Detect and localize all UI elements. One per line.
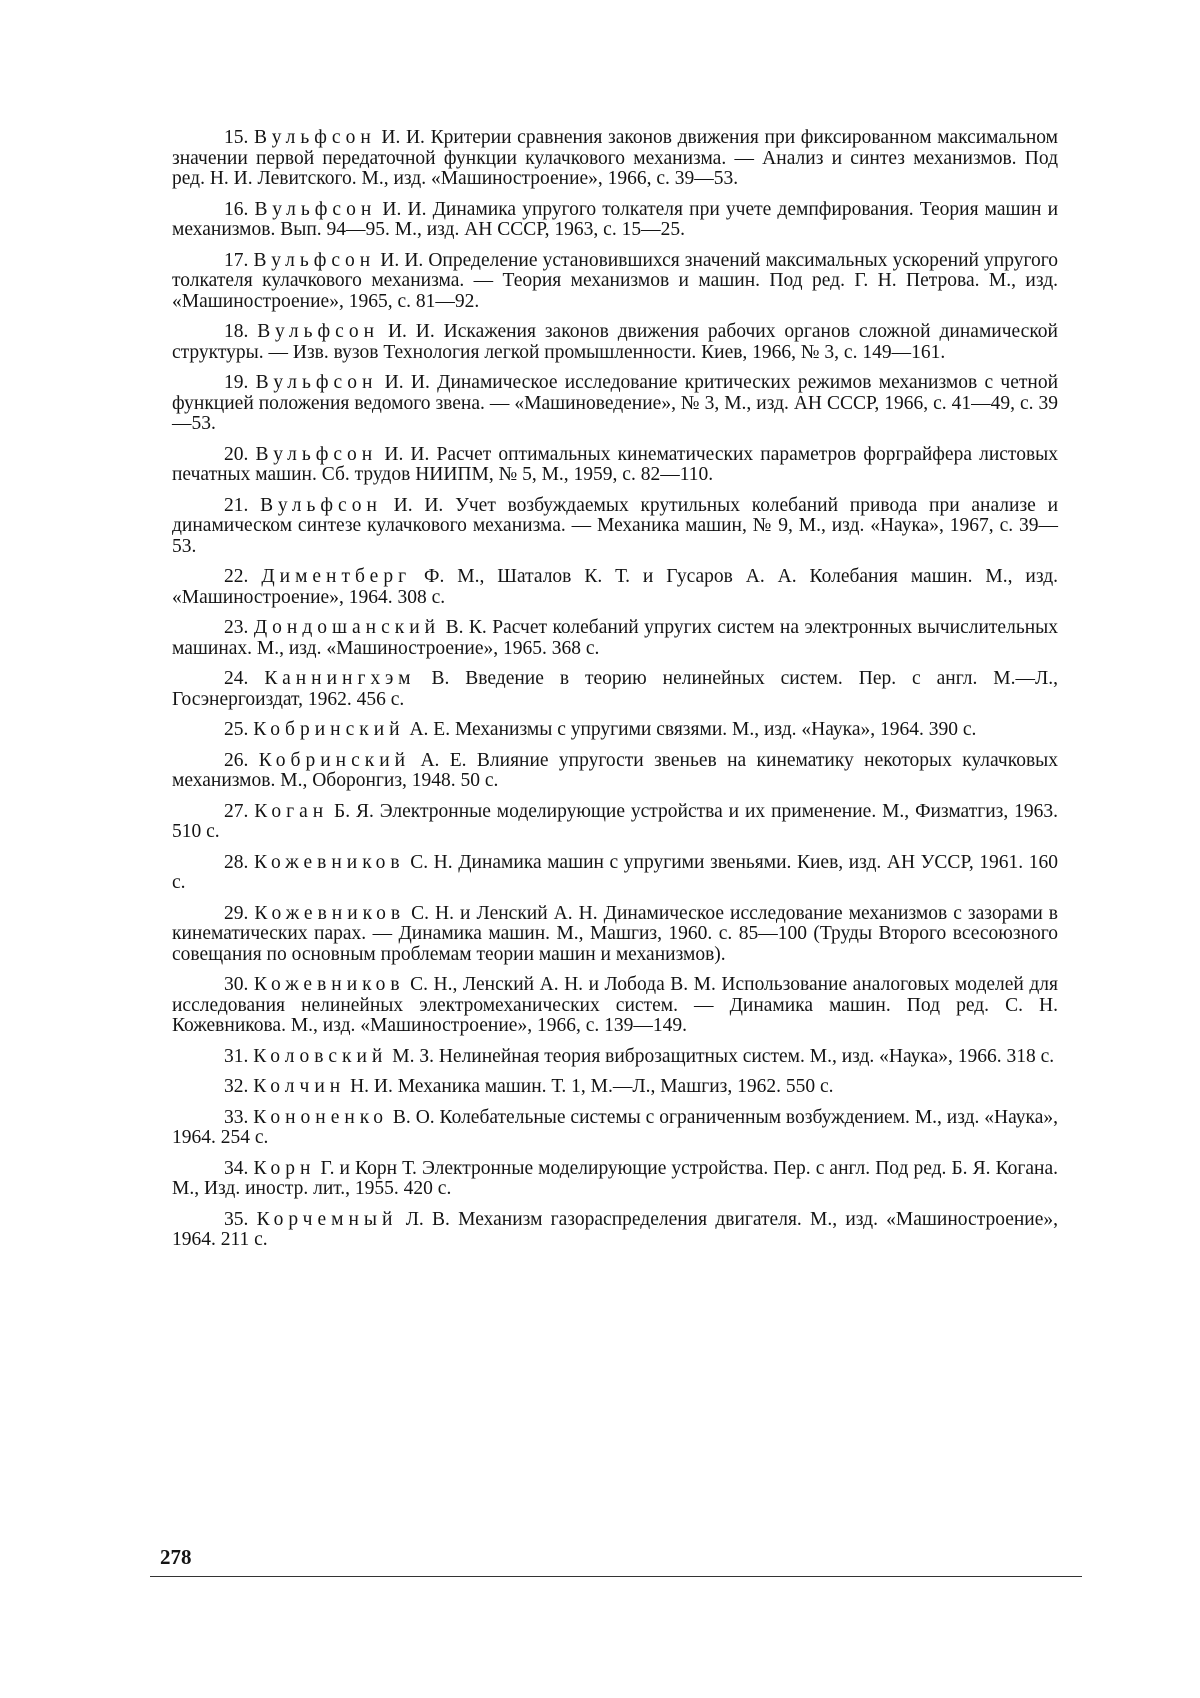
reference-text: Л. В. Механизм газораспределения двигателя. М., изд. «Машиностроение», 1964. 211 с.: [172, 1208, 1059, 1250]
reference-author: Коган: [254, 800, 329, 822]
reference-text: В. Введение в теорию нелинейных систем. Пер. с англ. М.—Л., Госэнергоиздат, 1962. 456 с.: [172, 668, 1058, 710]
reference-author: Вульфсон: [253, 249, 376, 271]
reference-number: 26.: [224, 749, 249, 771]
reference-item: [172, 1077, 1058, 1098]
reference-author: Диментберг: [261, 566, 412, 587]
reference-text: А. Е. Механизмы с упругими связями. М., изд. «Наука», 1964. 390 с.: [404, 719, 977, 740]
reference-list: [172, 128, 1058, 1261]
reference-item: [172, 975, 1058, 1037]
reference-item: [172, 1210, 1058, 1251]
reference-item: [172, 373, 1058, 435]
reference-item: [172, 720, 1058, 741]
reference-author: Кожевников: [253, 851, 405, 873]
reference-item: [172, 1108, 1058, 1149]
reference-number: 33.: [224, 1106, 249, 1128]
reference-text: М. З. Нелинейная теория виброзащитных систем. М., изд. «Наука», 1966. 318 с.: [387, 1045, 1055, 1067]
reference-number: 16.: [224, 198, 249, 220]
reference-author: Корчемный: [256, 1208, 398, 1230]
reference-author: Кожевников: [254, 902, 406, 924]
reference-item: [172, 1159, 1058, 1200]
page-number: 278: [160, 1545, 192, 1569]
reference-text: И. И. Критерии сравнения законов движения при фиксированном максимальном значении первой передаточной функции кулачкового механизма. — Анализ и синтез механизмов. Под ред. Н. И. Левитского. М., изд. «Машиностроение», 1966, с. 39—53.: [172, 127, 1058, 189]
reference-text: И. И. Учет возбуждаемых крутильных колебаний привода при анализе и динамическом синтезе кулачкового механизма. — Механика машин, № 9, М., изд. «Наука», 1967, с. 39—53.: [172, 494, 1059, 557]
reference-text: Г. и Корн Т. Электронные моделирующие устройства. Пер. с англ. Под ред. Б. Я. Когана. М., Изд. иностр. лит., 1955. 420 с.: [172, 1157, 1058, 1199]
reference-number: 23.: [224, 617, 249, 638]
reference-item: [172, 853, 1058, 894]
reference-text: Б. Я. Электронные моделирующие устройства и их применение. М., Физматгиз, 1963. 510 с.: [172, 800, 1059, 842]
reference-text: И. И. Динамическое исследование критических режимов механизмов с четной функцией положения ведомого звена. — «Машиноведение», № 3, М., изд. АН СССР, 1966, с. 41—49, с. 39—53.: [172, 372, 1059, 434]
reference-text: С. Н. и Ленский А. Н. Динамическое исследование механизмов с зазорами в кинематических парах. — Динамика машин. М., Машгиз, 1960. с. 85—100 (Труды Второго всесоюзного совещания по основным проблемам теории машин и механизмов).: [172, 902, 1058, 965]
reference-author: Дондошанский: [253, 617, 441, 638]
reference-item: [172, 251, 1058, 313]
reference-item: [172, 496, 1058, 558]
reference-text: В. К. Расчет колебаний упругих систем на электронных вычислительных машинах. М., изд. «Машиностроение», 1965. 368 с.: [172, 617, 1059, 659]
reference-author: Вульфсон: [254, 127, 376, 148]
reference-author: Кобринский: [258, 749, 411, 771]
reference-item: [172, 567, 1058, 608]
reference-author: Вульфсон: [255, 372, 378, 393]
reference-number: 19.: [224, 372, 249, 393]
reference-author: Кобринский: [253, 719, 405, 740]
reference-number: 32.: [224, 1076, 249, 1097]
reference-author: Вульфсон: [254, 198, 377, 220]
reference-author: Вульфсон: [257, 321, 380, 342]
reference-number: 15.: [224, 127, 249, 148]
reference-item: [172, 128, 1058, 190]
reference-number: 29.: [224, 902, 249, 924]
reference-text: И. И. Расчет оптимальных кинематических параметров форграйфера листовых печатных машин. Сб. трудов НИИПМ, № 5, М., 1959, с. 82—110.: [172, 443, 1059, 485]
reference-author: Кожевников: [253, 974, 405, 995]
reference-number: 34.: [224, 1157, 249, 1179]
reference-number: 20.: [224, 443, 249, 465]
reference-text: В. О. Колебательные системы с ограниченным возбуждением. М., изд. «Наука», 1964. 254 с.: [172, 1106, 1058, 1148]
footer-divider: [150, 1576, 1082, 1577]
reference-item: [172, 904, 1058, 966]
reference-author: Кононенко: [253, 1106, 389, 1128]
reference-item: [172, 1047, 1058, 1068]
reference-number: 24.: [224, 668, 249, 689]
reference-text: А. Е. Влияние упругости звеньев на кинематику некоторых кулачковых механизмов. М., Оборонгиз, 1948. 50 с.: [172, 749, 1059, 791]
reference-text: С. Н. Динамика машин с упругими звеньями. Киев, изд. АН УССР, 1961. 160 с.: [172, 851, 1058, 893]
reference-author: Вульфсон: [260, 494, 382, 516]
reference-number: 17.: [224, 249, 249, 271]
reference-text: Ф. М., Шаталов К. Т. и Гусаров А. А. Колебания машин. М., изд. «Машиностроение», 1964. 308 с.: [172, 566, 1059, 608]
reference-author: Корн: [253, 1157, 316, 1179]
reference-item: [172, 669, 1058, 710]
reference-number: 25.: [224, 719, 249, 740]
reference-item: [172, 445, 1058, 486]
reference-number: 28.: [224, 851, 249, 873]
reference-item: [172, 751, 1058, 792]
reference-text: И. И. Искажения законов движения рабочих органов сложной динамической структуры. — Изв. вузов Технология легкой промышленности. Киев, 1966, № 3, с. 149—161.: [172, 321, 1058, 363]
reference-author: Вульфсон: [255, 443, 378, 465]
reference-author: Каннингхэм: [264, 668, 416, 689]
reference-item: [172, 322, 1058, 363]
reference-number: 31.: [224, 1045, 249, 1067]
reference-number: 30.: [224, 974, 249, 995]
reference-text: И. И. Определение установившихся значений максимальных ускорений упругого толкателя кулачкового механизма. — Теория механизмов и машин. Под ред. Г. Н. Петрова. М., изд. «Машиностроение», 1965, с. 81—92.: [172, 249, 1058, 312]
reference-author: Коловский: [253, 1045, 388, 1067]
reference-number: 18.: [224, 321, 249, 342]
reference-number: 27.: [224, 800, 249, 822]
reference-item: [172, 802, 1058, 843]
reference-text: С. Н., Ленский А. Н. и Лобода В. М. Использование аналоговых моделей для исследования нелинейных электромеханических систем. — Динамика машин. Под ред. С. Н. Кожевникова. М., изд. «Машиностроение», 1966, с. 139—149.: [172, 974, 1059, 1036]
reference-item: [172, 200, 1058, 241]
reference-number: 21.: [224, 494, 249, 516]
reference-number: 35.: [224, 1208, 249, 1230]
reference-author: Колчин: [253, 1076, 346, 1097]
reference-text: Н. И. Механика машин. Т. 1, М.—Л., Машгиз, 1962. 550 с.: [345, 1076, 834, 1097]
reference-text: И. И. Динамика упругого толкателя при учете демпфирования. Теория машин и механизмов. Вып. 94—95. М., изд. АН СССР, 1963, с. 15—25.: [172, 198, 1059, 240]
reference-number: 22.: [224, 566, 249, 587]
reference-item: [172, 618, 1058, 659]
